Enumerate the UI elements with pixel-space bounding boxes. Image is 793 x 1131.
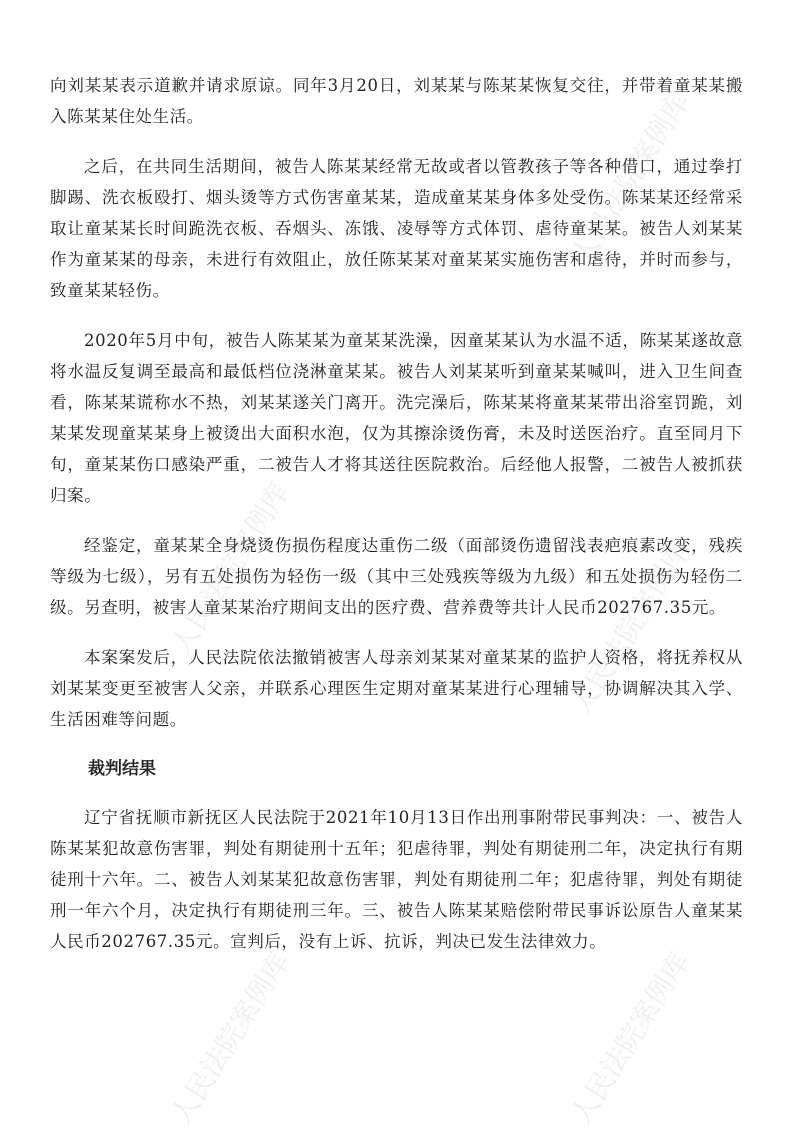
document-body bbox=[50, 70, 743, 976]
watermark: 人民法院案例库 bbox=[164, 476, 297, 661]
paragraph-continued: 向刘某某表示道歉并请求原谅。同年3月20日，刘某某与陈某某恢复交往，并带着童某某搬入陈某某住处生活。 bbox=[50, 76, 743, 126]
watermark: 人民法院案例库 bbox=[164, 946, 297, 1131]
paragraph-court-measures: 本案案发后，人民法院依法撤销被害人母亲刘某某对童某某的监护人资格，将抚养权从刘某某变更至被害人父亲，并联系心理医生定期对童某某进行心理辅导，协调解决其入学、生活困难等问题。 bbox=[50, 648, 743, 729]
paragraph-appraisal: 经鉴定，童某某全身烧烫伤损伤程度达重伤二级（面部烫伤遗留浅表疤痕素改变，残疾等级为七级），另有五处损伤为轻伤一级（其中三处残疾等级为九级）和五处损伤为轻伤二级。另查明，被害人童某某治疗期间支出的医疗费、营养费等共计人民币202767.35元。 bbox=[50, 536, 743, 617]
paragraph-scalding-incident: 2020年5月中旬，被告人陈某某为童某某洗澡，因童某某认为水温不适，陈某某遂故意将水温反复调至最高和最低档位浇淋童某某。被告人刘某某听到童某某喊叫，进入卫生间查看，陈某某谎称水不热，刘某某遂关门离开。洗完澡后，陈某某将童某某带出浴室罚跪，刘某某发现童某某身上被烫出大面积水泡，仅为其擦涂烫伤膏，未及时送医治疗。直至同月下旬，童某某伤口感染严重，二被告人才将其送往医院救治。后经他人报警，二被告人被抓获归案。 bbox=[50, 331, 743, 505]
watermark: 人民法院案例库 bbox=[564, 946, 697, 1131]
paragraph-abuse-history: 之后，在共同生活期间，被告人陈某某经常无故或者以管教孩子等各种借口，通过拳打脚踢、洗衣板殴打、烟头烫等方式伤害童某某，造成童某某身体多处受伤。陈某某还经常采取让童某某长时间跪洗衣板、吞烟头、冻饿、凌辱等方式体罚、虐待童某某。被告人刘某某作为童某某的母亲，未进行有效阻止，放任陈某某对童某某实施伤害和虐待，并时而参与，致童某某轻伤。 bbox=[50, 157, 743, 300]
watermark: 人民法院案例库 bbox=[564, 536, 697, 721]
watermark: 人民法院案例库 bbox=[564, 86, 697, 271]
paragraph-judgment: 辽宁省抚顺市新抚区人民法院于2021年10月13日作出刑事附带民事判决：一、被告人陈某某犯故意伤害罪，判处有期徒刑十五年；犯虐待罪，判处有期徒刑二年，决定执行有期徒刑十六年。二、被告人刘某某犯故意伤害罪，判处有期徒刑二年；犯虐待罪，判处有期徒刑一年六个月，决定执行有期徒刑三年。三、被告人陈某某赔偿附带民事诉讼原告人童某某人民币202767.35元。宣判后，没有上诉、抗诉，判决已发生法律效力。 bbox=[50, 808, 743, 951]
section-heading-judgment-result: 裁判结果 bbox=[88, 759, 156, 779]
